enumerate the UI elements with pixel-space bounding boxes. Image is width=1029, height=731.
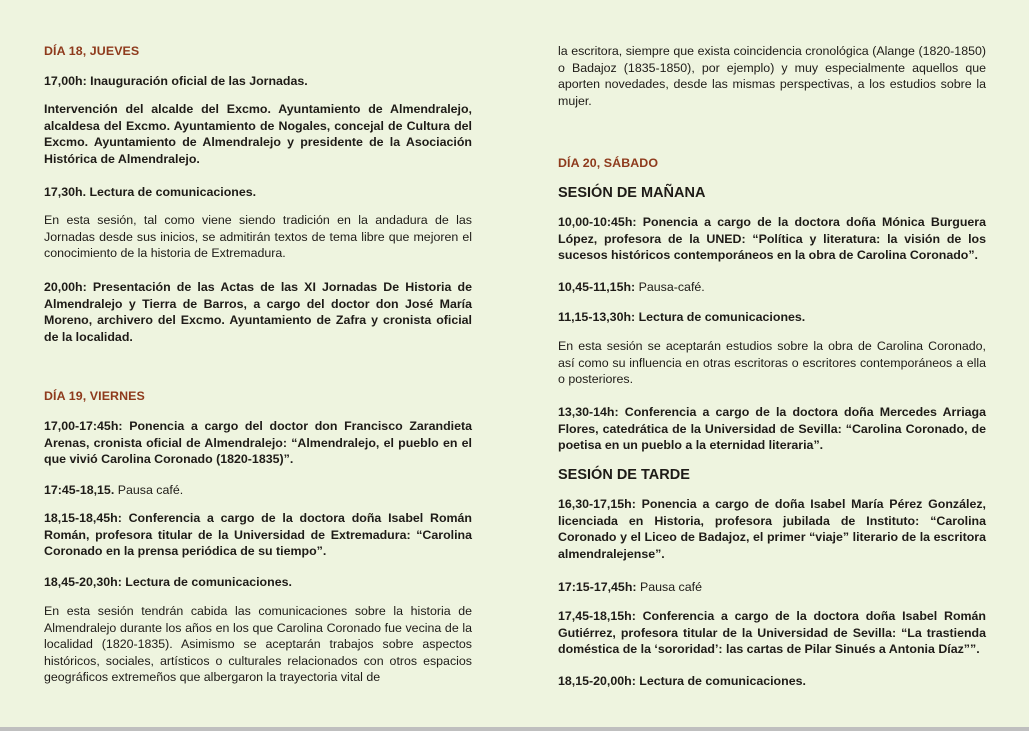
afternoon-session-heading: SESIÓN DE TARDE [558, 467, 690, 483]
day-20-heading: DÍA 20, SÁBADO [558, 156, 659, 170]
session-description-2: En esta sesión tendrán cabida las comunicaciones sobre la historia de Almendralejo durante los años en los que Carolina Coronado fue vecina de la localidad (1820-1835). Asimismo se aceptarán trabajos sobre aspectos históricos, sociales, artísticos o culturales relacionados con otros espacios geográficos extremeños que albergaron la trayectoria vital de [44, 604, 472, 685]
lecture-burguera: 10,00-10:45h: Ponencia a cargo de la doctora doña Mónica Burguera López, profesora de la UNED: “Política y literatura: la visión de los sucesos históricos contemporáneos en la obra de Carolina Coronado”. [558, 215, 986, 263]
lecture-zarandieta: 17,00-17:45h: Ponencia a cargo del doctor don Francisco Zarandieta Arenas, cronista oficial de Almendralejo: “Almendralejo, el pueblo en el que vivió Carolina Coronado (1820-1835)”. [44, 419, 472, 467]
reading-communications-4: 18,15-20,00h: Lectura de comunicaciones. [558, 674, 806, 688]
coffee-break-1 [44, 482, 472, 499]
reading-communications-1: 17,30h. Lectura de comunicaciones. [44, 185, 257, 199]
conference-roman-gutierrez: 17,45-18,15h: Conferencia a cargo de la doctora doña Isabel Román Gutiérrez, profesora titular de la Universidad de Sevilla: “La trastienda doméstica de la ‘sororidad’: las cartas de Pilar Sinués a Antonia Díaz””. [558, 609, 986, 657]
reading-communications-2: 18,45-20,30h: Lectura de comunicaciones. [44, 575, 292, 589]
morning-session-heading: SESIÓN DE MAÑANA [558, 185, 706, 201]
day-18-heading: DÍA 18, JUEVES [44, 44, 140, 58]
reading-communications-3: 11,15-13,30h: Lectura de comunicaciones. [558, 310, 806, 324]
day-19-heading: DÍA 19, VIERNES [44, 389, 145, 403]
coffee-break-1-time: 17:45-18,15. [44, 483, 115, 497]
coffee-break-3-label: Pausa café [636, 580, 702, 594]
opening-ceremony: 17,00h: Inauguración oficial de las Jornadas. [44, 74, 308, 88]
session-description-1: En esta sesión, tal como viene siendo tradición en la andadura de las Jornadas desde sus inicios, se admitirán textos de tema libre que mejoren el conocimiento de la historia de Extremadura. [44, 213, 472, 261]
coffee-break-2-label: Pausa-café. [635, 280, 705, 294]
coffee-break-1-label: Pausa café. [114, 483, 184, 497]
session-description-3: En esta sesión se aceptarán estudios sobre la obra de Carolina Coronado, así como su influencia en otras escritoras o escritores contemporáneos a ella o posteriores. [558, 339, 986, 387]
coffee-break-2 [558, 279, 986, 296]
proceedings-presentation: 20,00h: Presentación de las Actas de las XI Jornadas De Historia de Almendralejo y Tierra de Barros, a cargo del doctor don José María Moreno, archivero del Excmo. Ayuntamiento de Zafra y cronista oficial de la localidad. [44, 280, 472, 344]
session-description-2-continued: la escritora, siempre que exista coincidencia cronológica (Alange (1820-1850) o Badajoz (1835-1850), por ejemplo) y muy especialmente aquellos que aporten novedades, desde las mismas perspectivas, a los estudios sobre la mujer. [558, 44, 986, 108]
coffee-break-2-time: 10,45-11,15h: [558, 280, 636, 294]
coffee-break-3-time: 17:15-17,45h: [558, 580, 637, 594]
conference-arriaga: 13,30-14h: Conferencia a cargo de la doctora doña Mercedes Arriaga Flores, catedrática de la Universidad de Sevilla: “Carolina Coronado, de poetisa en un pueblo a la eternidad literaria”. [558, 405, 986, 453]
mayors-speech: Intervención del alcalde del Excmo. Ayuntamiento de Almendralejo, alcaldesa del Excmo. Ayuntamiento de Nogales, concejal de Cultura del Excmo. Ayuntamiento de Almendralejo y presidente de la Asociación Histórica de Almendralejo. [44, 102, 472, 166]
conference-roman: 18,15-18,45h: Conferencia a cargo de la doctora doña Isabel Román Román, profesora titular de la Universidad de Extremadura: “Carolina Coronado en la prensa periódica de su tiempo”. [44, 511, 472, 559]
coffee-break-3 [558, 579, 986, 596]
lecture-perez: 16,30-17,15h: Ponencia a cargo de doña Isabel María Pérez González, licenciada en Historia, profesora jubilada de Instituto: “Carolina Coronado y el Liceo de Badajoz, el primer “viaje” literario de la escritora almendralejense”. [558, 497, 986, 561]
